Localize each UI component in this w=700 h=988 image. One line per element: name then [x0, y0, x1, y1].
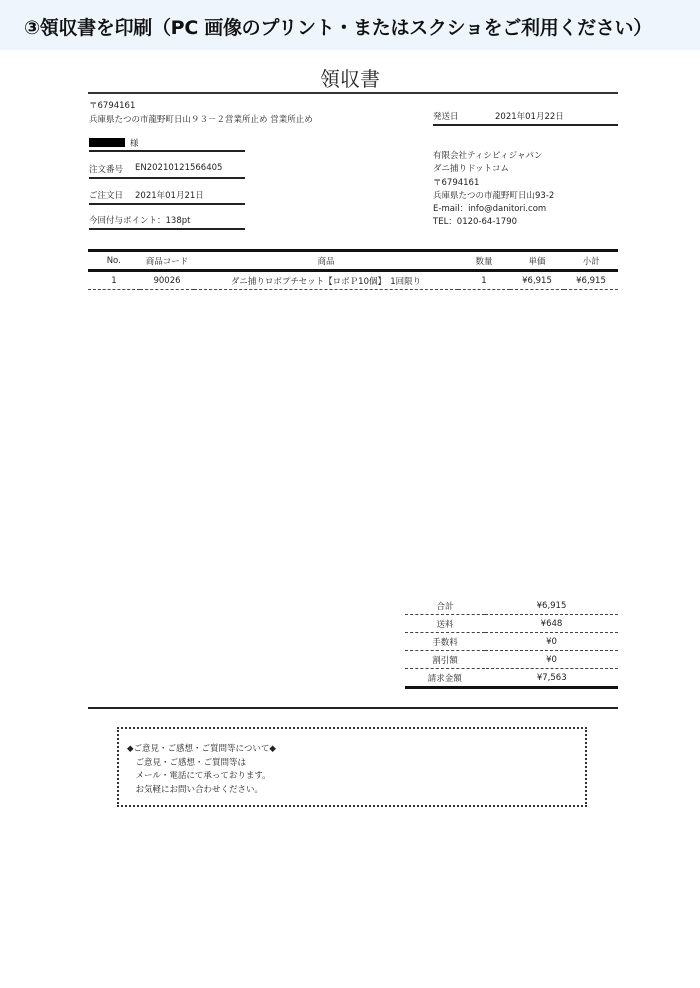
handling-fee-label: 手数料	[405, 633, 485, 651]
seller-shop: ダニ捕りドットコム	[433, 164, 509, 175]
seller-email: E-mail：info@danitori.com	[433, 204, 547, 215]
seller-info	[433, 150, 554, 230]
title-divider	[88, 92, 618, 94]
subtotal-label: 合計	[405, 597, 485, 615]
seller-address: 兵庫県たつの市龍野町日山93-2	[433, 190, 555, 201]
customer-address: 兵庫県たつの市龍野町日山９３－２営業所止め 営業所止め	[89, 115, 313, 125]
order-date-value: 2021年01月21日	[135, 191, 204, 201]
seller-postal: 〒6794161	[433, 177, 480, 188]
footer-divider	[88, 707, 618, 709]
cell-quantity: 1	[458, 271, 510, 290]
shipping-fee-value: ¥648	[485, 615, 618, 633]
billing-amount-label: 請求金額	[405, 669, 485, 688]
discount-value: ¥0	[485, 651, 618, 669]
totals-row-handling	[405, 633, 618, 651]
shipping-fee-label: 送料	[405, 615, 485, 633]
col-no: No.	[88, 251, 140, 271]
items-table	[88, 249, 618, 290]
notice-line: メール・電話にて承っております。	[127, 771, 271, 781]
col-product-code: 商品コード	[140, 251, 194, 271]
cell-unit-price: ¥6,915	[510, 271, 564, 290]
banner-title: ③領収書を印刷（PC 画像のプリント・またはスクショをご利用ください）	[24, 17, 652, 39]
points-label: 今回付与ポイント：138pt	[89, 216, 191, 226]
cell-no: 1	[88, 271, 140, 290]
cell-product: ダニ捕りロボプチセット【ロボＰ10個】 1回限り	[194, 271, 458, 290]
order-number-row	[89, 163, 245, 179]
receipt-title: 領収書	[320, 67, 380, 91]
shipping-date-row	[433, 110, 618, 126]
notice-line: ご意見・ご感想・ご質問等は	[127, 757, 247, 768]
totals-row-subtotal	[405, 597, 618, 615]
redacted-customer-name	[89, 138, 125, 147]
col-subtotal: 小計	[564, 251, 618, 271]
totals-row-discount	[405, 651, 618, 669]
notice-line: お気軽にお問い合わせください。	[127, 784, 264, 795]
cell-subtotal: ¥6,915	[564, 271, 618, 290]
totals-row-shipping	[405, 615, 618, 633]
honorific: 様	[130, 139, 139, 149]
order-number-label: 注文番号	[89, 165, 124, 175]
seller-company: 有限会社ティシピィジャパン	[433, 151, 543, 161]
discount-label: 割引額	[405, 651, 485, 669]
feedback-notice-box	[117, 727, 587, 807]
table-row	[88, 271, 618, 290]
order-date-row	[89, 189, 245, 205]
shipping-date-label: 発送日	[433, 112, 459, 122]
order-date-label: ご注文日	[89, 191, 124, 201]
totals-table	[405, 597, 618, 689]
col-unit-price: 単価	[510, 251, 564, 271]
seller-tel: TEL：0120-64-1790	[433, 217, 518, 228]
subtotal-value: ¥6,915	[485, 597, 618, 615]
billing-amount-value: ¥7,563	[485, 669, 618, 688]
handling-fee-value: ¥0	[485, 633, 618, 651]
items-header-row	[88, 251, 618, 271]
cell-product-code: 90026	[140, 271, 194, 290]
shipping-date-value: 2021年01月22日	[495, 112, 564, 122]
customer-postal-code: 〒6794161	[89, 101, 136, 111]
order-number-value: EN20210121566405	[135, 163, 223, 173]
customer-name-row	[89, 137, 245, 152]
instruction-banner	[0, 0, 700, 50]
col-product: 商品	[194, 251, 458, 271]
notice-heading: ◆ご意見・ご感想・ご質問等について◆	[127, 744, 276, 754]
totals-row-billing	[405, 669, 618, 688]
col-quantity: 数量	[458, 251, 510, 271]
points-row	[89, 214, 245, 230]
